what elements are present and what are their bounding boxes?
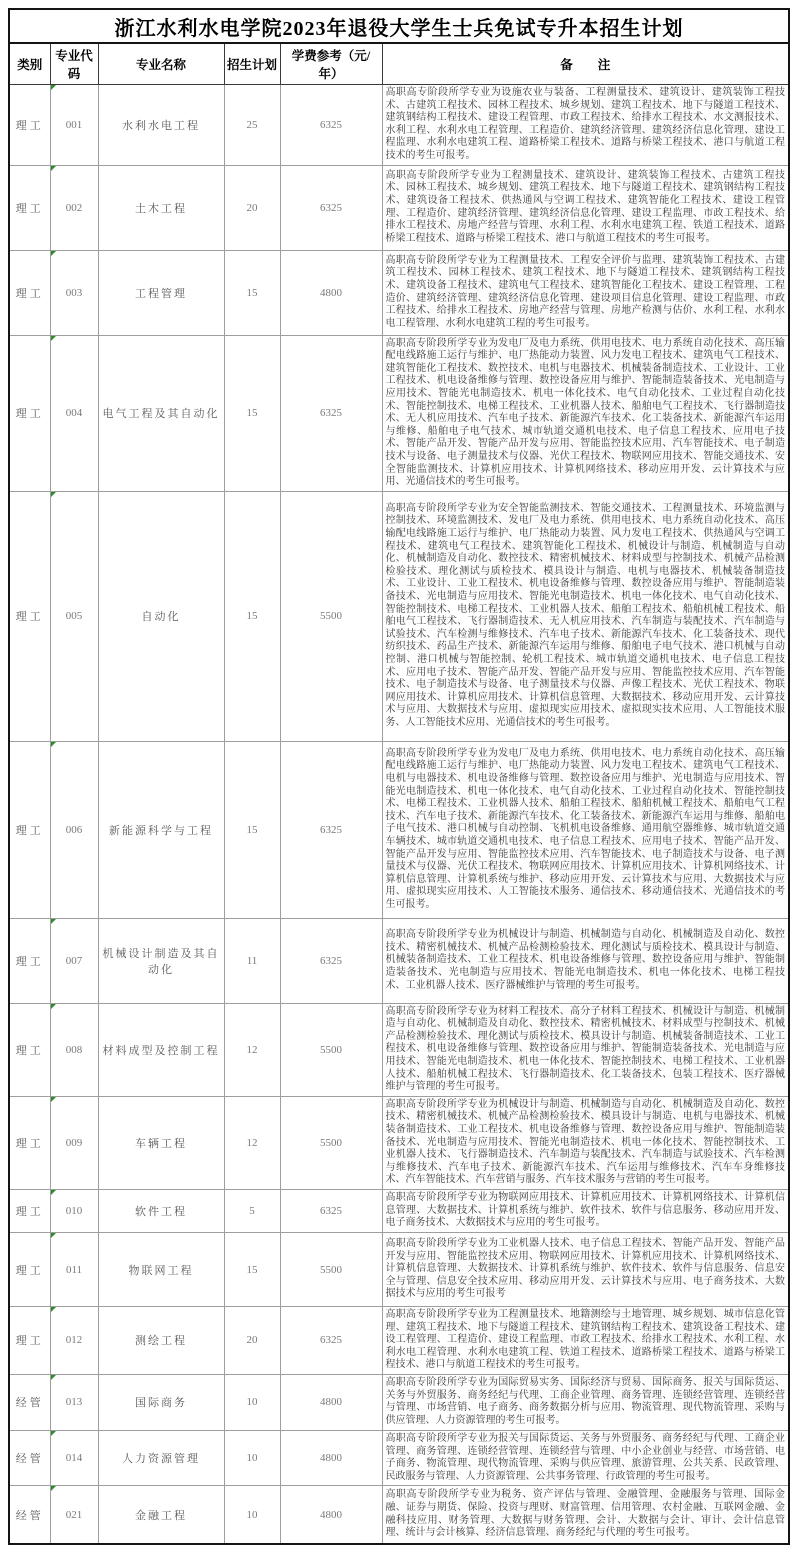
excel-flag-icon xyxy=(51,1097,56,1102)
header-remark: 备 注 xyxy=(382,43,789,85)
major-name-cell: 新能源科学与工程 xyxy=(98,741,224,918)
category-cell: 理工 xyxy=(9,1096,50,1189)
table-row xyxy=(9,491,789,741)
major-code-cell xyxy=(50,1486,98,1544)
major-code: 002 xyxy=(65,201,83,214)
remark-cell: 高职高专阶段所学专业为工程测量技术、建筑设计、建筑装饰工程技术、古建筑工程技术、园林工程技术、城乡规划、建筑工程技术、地下与隧道工程技术、建筑钢结构工程技术、建筑设备工程技术、供热通风与空调工程技术、建筑智能化工程技术、建设工程管理、工程造价、建筑经济管理、建筑经济信息化管理、建设工程监理、市政工程技术、给排水工程技术、房地产经营与管理、水利工程、水利水电建筑工程、铁道工程技术、道路桥梁工程技术、道路与桥梁工程技术、港口与航道工程技术的考生可报考。 xyxy=(382,165,789,250)
major-name-cell: 测绘工程 xyxy=(98,1307,224,1375)
excel-flag-icon xyxy=(51,336,56,341)
major-name-cell: 材料成型及控制工程 xyxy=(98,1003,224,1096)
major-code-cell xyxy=(50,1430,98,1485)
major-name-cell: 机械设计制造及其自动化 xyxy=(98,918,224,1003)
excel-flag-icon xyxy=(51,85,56,90)
header-enrollment-plan: 招生计划 xyxy=(224,43,280,85)
page-title: 浙江水利水电学院2023年退役大学生士兵免试专升本招生计划 xyxy=(9,9,789,43)
category-cell: 理工 xyxy=(9,741,50,918)
tuition-cell: 4800 xyxy=(280,250,382,335)
major-code: 008 xyxy=(65,1043,83,1056)
major-name-cell: 软件工程 xyxy=(98,1190,224,1233)
table-row xyxy=(9,1430,789,1485)
remark-cell: 高职高专阶段所学专业为安全智能监测技术、智能交通技术、工程测量技术、环境监测与控制技术、环境监测技术、发电厂及电力系统、供用电技术、电力系统自动化技术、高压输配电线路施工运行与维护、电厂热能动力装置、风力发电工程技术、供热通风与空调工程技术、建筑电气工程技术、建筑智能化工程技术、机械设计与制造、机械制造与自动化、机械制造及自动化、数控技术、精密机械技术、材料成型与控制技术、机械产品检测检验技术、理化测试与质检技术、模具设计与制造、电机与电器技术、机械装备制造技术、工业设计、工业工程技术、机电设备维修与管理、数控设备应用与维护、智能制造装备技术、光电制造与应用技术、智能光电制造技术、机电一体化技术、电气自动化技术、智能控制技术、电梯工程技术、工业机器人技术、船舶工程技术、船舶机械工程技术、船舶电气工程技术、飞行器制造技术、无人机应用技术、汽车制造与装配技术、汽车制造与试验技术、汽车检测与维修技术、汽车电子技术、新能源汽车技术、化工装备技术、现代纺织技术、药品生产技术、新能源汽车运用与维修、船舶电子电气技术、港口机械与自动控制、港口机械与智能控制、轮机工程技术、城市轨道交通机电技术、电子信息工程技术、应用电子技术、智能产品开发、智能产品开发与应用、智能监控技术应用、汽车智能技术、电子制造技术与设备、电子测量技术与仪器、声像工程技术、光伏工程技术、物联网应用技术、计算机应用技术、计算机信息管理、大数据技术、移动应用开发、云计算技术与应用、大数据技术与应用、虚拟现实应用技术、虚拟现实技术应用、人工智能技术服务、人工智能技术应用、光通信技术的考生可报考。 xyxy=(382,491,789,741)
category-cell: 理工 xyxy=(9,85,50,166)
major-code-cell xyxy=(50,1374,98,1430)
category-cell: 理工 xyxy=(9,1190,50,1233)
table-row xyxy=(9,1190,789,1233)
major-code-cell xyxy=(50,491,98,741)
major-code: 006 xyxy=(65,823,83,836)
remark-cell: 高职高专阶段所学专业为设施农业与装备、工程测量技术、建筑设计、建筑装饰工程技术、古建筑工程技术、园林工程技术、城乡规划、建筑工程技术、地下与隧道工程技术、建筑钢结构工程技术、建设工程管理、市政工程技术、给排水工程技术、水文测报技术、水利工程、水利水电工程管理、工程造价、建筑经济管理、建筑经济信息化管理、建设工程监理、水利水电建筑工程、道路桥梁工程技术、道路与桥梁工程技术、港口与航道工程技术的考生可报考。 xyxy=(382,85,789,166)
enrollment-plan-cell: 11 xyxy=(224,918,280,1003)
remark-cell: 高职高专阶段所学专业为机械设计与制造、机械制造与自动化、机械制造及自动化、数控技术、精密机械技术、机械产品检测检验技术、理化测试与质检技术、模具设计与制造、机械装备制造技术、工业工程技术、机电设备维修与管理、数控设备应用与维护、智能制造装备技术、光电制造与应用技术、智能光电制造技术、机电一体化技术、电梯工程技术、工业机器人技术、医疗器械维护与管理的考生可报考。 xyxy=(382,918,789,1003)
tuition-cell: 6325 xyxy=(280,165,382,250)
table-row xyxy=(9,1233,789,1307)
tuition-cell: 5500 xyxy=(280,1096,382,1189)
remark-cell: 高职高专阶段所学专业为工业机器人技术、电子信息工程技术、智能产品开发、智能产品开发与应用、智能监控技术应用、物联网应用技术、计算机应用技术、计算机网络技术、计算机信息管理、大数据技术、计算机系统与维护、软件技术、软件与信息服务、信息安全与管理、信息安全技术应用、移动应用开发、云计算技术与应用、电子商务技术、大数据技术与应用的考生可报考 xyxy=(382,1233,789,1307)
enrollment-plan-cell: 15 xyxy=(224,1233,280,1307)
major-code: 004 xyxy=(65,407,83,420)
table-row xyxy=(9,85,789,166)
tuition-cell: 4800 xyxy=(280,1374,382,1430)
header-row xyxy=(9,43,789,85)
excel-flag-icon xyxy=(51,1431,56,1436)
excel-flag-icon xyxy=(51,1375,56,1380)
table-row xyxy=(9,741,789,918)
header-tuition: 学费参考（元/年） xyxy=(280,43,382,85)
enrollment-plan-cell: 25 xyxy=(224,85,280,166)
enrollment-plan-cell: 10 xyxy=(224,1430,280,1485)
remark-cell: 高职高专阶段所学专业为材料工程技术、高分子材料工程技术、机械设计与制造、机械制造与自动化、机械制造及自动化、数控技术、精密机械技术、材料成型与控制技术、机械产品检测检验技术、理化测试与质检技术、模具设计与制造、机械装备制造技术、工业工程技术、机电设备维修与管理、数控设备应用与维护、智能制造装备技术、光电制造与应用技术、智能光电制造技术、机电一体化技术、智能控制技术、电梯工程技术、工业机器人技术、船舶机械工程技术、飞行器制造技术、化工装备技术、包装工程技术、医疗器械维护与管理的考生可报考。 xyxy=(382,1003,789,1096)
category-cell: 理工 xyxy=(9,1307,50,1375)
major-code-cell xyxy=(50,165,98,250)
enrollment-plan-table xyxy=(8,8,790,1545)
enrollment-plan-cell: 15 xyxy=(224,335,280,491)
major-name-cell: 工程管理 xyxy=(98,250,224,335)
tuition-cell: 5500 xyxy=(280,1233,382,1307)
enrollment-plan-cell: 5 xyxy=(224,1190,280,1233)
tuition-cell: 6325 xyxy=(280,918,382,1003)
remark-cell: 高职高专阶段所学专业为工程测量技术、地籍测绘与土地管理、城乡规划、城市信息化管理、建筑工程技术、地下与隧道工程技术、建筑钢结构工程技术、建筑设备工程技术、建设工程管理、工程造价、建设工程监理、市政工程技术、给排水工程技术、水利工程、水利水电工程管理、水利水电建筑工程、铁道工程技术、道路桥梁工程技术、道路与桥梁工程技术、港口与航道工程技术的考生可报考。 xyxy=(382,1307,789,1375)
tuition-cell: 6325 xyxy=(280,1190,382,1233)
major-name-cell: 金融工程 xyxy=(98,1486,224,1544)
major-name-cell: 自动化 xyxy=(98,491,224,741)
major-code: 005 xyxy=(65,610,83,623)
major-name-cell: 土木工程 xyxy=(98,165,224,250)
category-cell: 理工 xyxy=(9,491,50,741)
remark-cell: 高职高专阶段所学专业为报关与国际货运、关务与外贸服务、商务经纪与代理、工商企业管理、商务管理、连锁经营管理、连锁经营与管理、中小企业创业与经营、市场营销、电子商务、物流管理、现代物流管理、采购与供应管理、旅游管理、公共关系、民政管理、民政服务与管理、人力资源管理、公共事务管理、行政管理的考生可报考。 xyxy=(382,1430,789,1485)
tuition-cell: 4800 xyxy=(280,1486,382,1544)
table-row xyxy=(9,918,789,1003)
major-name-cell: 国际商务 xyxy=(98,1374,224,1430)
major-name-cell: 人力资源管理 xyxy=(98,1430,224,1485)
table-row xyxy=(9,1003,789,1096)
major-code-cell xyxy=(50,85,98,166)
tuition-cell: 6325 xyxy=(280,335,382,491)
major-code-cell xyxy=(50,1233,98,1307)
excel-flag-icon xyxy=(51,1004,56,1009)
category-cell: 理工 xyxy=(9,335,50,491)
remark-cell: 高职高专阶段所学专业为工程测量技术、工程安全评价与监理、建筑装饰工程技术、古建筑工程技术、园林工程技术、建筑工程技术、地下与隧道工程技术、建筑钢结构工程技术、建筑设备工程技术、建筑电气工程技术、建筑智能化工程技术、建设工程管理、工程造价、建筑经济管理、建筑经济信息化管理、建设项目信息化管理、建设工程监理、市政工程技术、给排水工程技术、房地产经营与管理、房地产检测与估价、水利工程、水利水电工程管理、水利水电建筑工程的考生可报考。 xyxy=(382,250,789,335)
enrollment-plan-cell: 20 xyxy=(224,165,280,250)
major-code: 009 xyxy=(65,1136,83,1149)
excel-flag-icon xyxy=(51,742,56,747)
excel-flag-icon xyxy=(51,1233,56,1238)
category-cell: 理工 xyxy=(9,165,50,250)
header-major-name: 专业名称 xyxy=(98,43,224,85)
remark-cell: 高职高专阶段所学专业为发电厂及电力系统、供用电技术、电力系统自动化技术、高压输配电线路施工运行与维护、电厂热能动力装置、风力发电工程技术、建筑电气工程技术、电机与电器技术、机电设备维修与管理、数控设备应用与维护、光电制造与应用技术、智能光电制造技术、机电一体化技术、电气自动化技术、工业过程自动化技术、智能控制技术、电梯工程技术、工业机器人技术、船舶工程技术、船舶机械工程技术、船舶电气工程技术、汽车电子技术、新能源汽车技术、化工装备技术、新能源汽车运用与维修、船舶电子电气技术、港口机械与自动控制、飞机机电设备维修、通用航空器维修、城市轨道交通车辆技术、城市轨道交通机电技术、电子信息工程技术、应用电子技术、智能产品开发、智能产品开发与应用、智能监控技术应用、汽车智能技术、电子制造技术与设备、电子测量技术与仪器、光伏工程技术、物联网应用技术、计算机应用技术、计算机网络技术、计算机信息管理、计算机系统与维护、移动应用开发、云计算技术与应用、大数据技术与应用、虚拟现实应用技术、人工智能技术服务、通信技术、移动通信技术、光通信技术的考生可报考。 xyxy=(382,741,789,918)
category-cell: 理工 xyxy=(9,918,50,1003)
major-code: 012 xyxy=(65,1334,83,1347)
major-code-cell xyxy=(50,250,98,335)
major-code: 021 xyxy=(65,1508,83,1521)
major-code-cell xyxy=(50,335,98,491)
major-code: 011 xyxy=(65,1263,83,1276)
enrollment-plan-cell: 10 xyxy=(224,1374,280,1430)
header-category: 类别 xyxy=(9,43,50,85)
table-row xyxy=(9,1374,789,1430)
tuition-cell: 5500 xyxy=(280,491,382,741)
table-row xyxy=(9,335,789,491)
major-name-cell: 水利水电工程 xyxy=(98,85,224,166)
major-code: 001 xyxy=(65,118,83,131)
enrollment-plan-cell: 20 xyxy=(224,1307,280,1375)
table-row xyxy=(9,165,789,250)
remark-cell: 高职高专阶段所学专业为发电厂及电力系统、供用电技术、电力系统自动化技术、高压输配电线路施工运行与维护、电厂热能动力装置、风力发电工程技术、建筑电气工程技术、建筑智能化工程技术、数控技术、电机与电器技术、机械装备制造技术、工业设计、工业工程技术、机电设备维修与管理、数控设备应用与维护、智能制造装备技术、光电制造与应用技术、智能光电制造技术、机电一体化技术、电气自动化技术、工业过程自动化技术、智能控制技术、电梯工程技术、工业机器人技术、船舶电气工程技术、飞行器制造技术、无人机应用技术、汽车电子技术、新能源汽车技术、化工装备技术、新能源汽车运用与维修、船舶电子电气技术、城市轨道交通机电技术、电子信息工程技术、应用电子技术、智能产品开发、智能产品开发与应用、智能监控技术应用、汽车智能技术、电子制造技术与设备、电子测量技术与仪器、光伏工程技术、物联网应用技术、智能交通技术、安全智能监测技术、计算机应用技术、计算机网络技术、移动应用开发、云计算技术与应用、光通信技术的考生可报考。 xyxy=(382,335,789,491)
table-row xyxy=(9,1486,789,1544)
major-code-cell xyxy=(50,1003,98,1096)
remark-cell: 高职高专阶段所学专业为机械设计与制造、机械制造与自动化、机械制造及自动化、数控技术、精密机械技术、机械产品检测检验技术、模具设计与制造、电机与电器技术、机械装备制造技术、工业工程技术、机电设备维修与管理、数控设备应用与维护、智能制造装备技术、光电制造与应用技术、智能光电制造技术、机电一体化技术、智能控制技术、工业机器人技术、飞行器制造技术、汽车制造与装配技术、汽车制造与试验技术、汽车检测与维修技术、汽车电子技术、新能源汽车技术、汽车运用与维修技术、汽车车身维修技术、汽车智能技术、汽车营销与服务、汽车技术服务与营销的考生可报考。 xyxy=(382,1096,789,1189)
table-row xyxy=(9,250,789,335)
remark-cell: 高职高专阶段所学专业为国际贸易实务、国际经济与贸易、国际商务、报关与国际货运、关务与外贸服务、商务经纪与代理、工商企业管理、商务管理、连锁经营管理、连锁经营与管理、市场营销、电子商务、商务数据分析与应用、物流管理、现代物流管理、采购与供应管理、人力资源管理的考生可报考。 xyxy=(382,1374,789,1430)
major-code: 014 xyxy=(65,1452,83,1465)
header-major-code: 专业代码 xyxy=(50,43,98,85)
enrollment-plan-cell: 15 xyxy=(224,250,280,335)
enrollment-plan-cell: 12 xyxy=(224,1096,280,1189)
tuition-cell: 5500 xyxy=(280,1003,382,1096)
enrollment-plan-cell: 12 xyxy=(224,1003,280,1096)
major-code-cell xyxy=(50,918,98,1003)
enrollment-plan-cell: 15 xyxy=(224,741,280,918)
major-code: 007 xyxy=(65,954,83,967)
major-name-cell: 电气工程及其自动化 xyxy=(98,335,224,491)
tuition-cell: 6325 xyxy=(280,85,382,166)
enrollment-plan-cell: 10 xyxy=(224,1486,280,1544)
excel-flag-icon xyxy=(51,1307,56,1312)
category-cell: 理工 xyxy=(9,1233,50,1307)
tuition-cell: 6325 xyxy=(280,1307,382,1375)
major-code-cell xyxy=(50,1307,98,1375)
excel-flag-icon xyxy=(51,251,56,256)
major-code: 010 xyxy=(65,1205,83,1217)
major-code: 013 xyxy=(65,1396,83,1409)
category-cell: 经管 xyxy=(9,1486,50,1544)
excel-flag-icon xyxy=(51,166,56,171)
major-code-cell xyxy=(50,1096,98,1189)
major-code-cell xyxy=(50,741,98,918)
major-code-cell xyxy=(50,1190,98,1233)
table-row xyxy=(9,1307,789,1375)
enrollment-plan-cell: 15 xyxy=(224,491,280,741)
excel-flag-icon xyxy=(51,492,56,497)
tuition-cell: 4800 xyxy=(280,1430,382,1485)
table-row xyxy=(9,1096,789,1189)
major-code: 003 xyxy=(65,286,83,299)
category-cell: 经管 xyxy=(9,1374,50,1430)
category-cell: 经管 xyxy=(9,1430,50,1485)
remark-cell: 高职高专阶段所学专业为物联网应用技术、计算机应用技术、计算机网络技术、计算机信息管理、大数据技术、计算机系统与维护、软件技术、软件与信息服务、移动应用开发、电子商务技术、大数据技术与应用的考生可报考。 xyxy=(382,1190,789,1233)
excel-flag-icon xyxy=(51,919,56,924)
remark-cell: 高职高专阶段所学专业为税务、资产评估与管理、金融管理、金融服务与管理、国际金融、证券与期货、保险、投资与理财、财富管理、信用管理、农村金融、互联网金融、金融科技应用、财务管理、大数据与财务管理、会计、大数据与会计、审计、会计信息管理、统计与会计核算、经济信息管理、商务经纪与代理的考生可报考。 xyxy=(382,1486,789,1544)
excel-flag-icon xyxy=(51,1486,56,1491)
major-name-cell: 车辆工程 xyxy=(98,1096,224,1189)
major-name-cell: 物联网工程 xyxy=(98,1233,224,1307)
excel-flag-icon xyxy=(51,1190,56,1195)
category-cell: 理工 xyxy=(9,250,50,335)
category-cell: 理工 xyxy=(9,1003,50,1096)
title-row xyxy=(9,9,789,43)
tuition-cell: 6325 xyxy=(280,741,382,918)
